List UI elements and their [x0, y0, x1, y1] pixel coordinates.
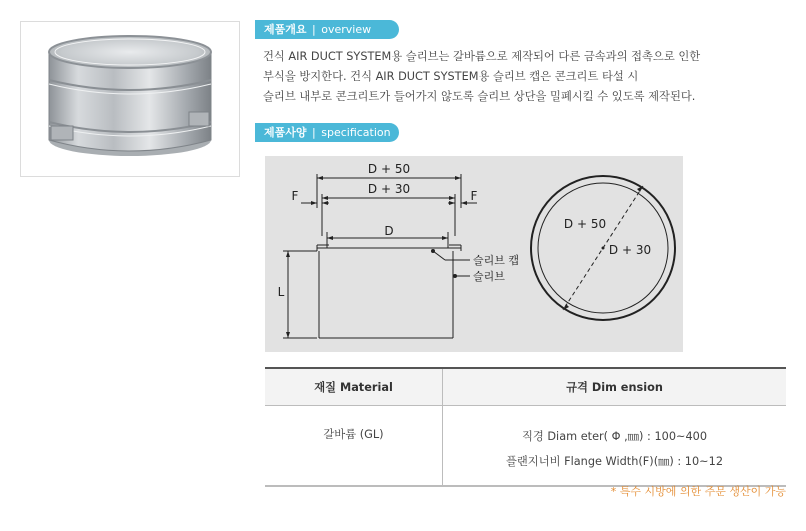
- label-sleeve: 슬리브: [473, 270, 505, 283]
- custom-order-note: * 특수 시방에 의한 주문 생산이 가능: [610, 485, 786, 498]
- dim-d-plus-30: D + 30: [367, 182, 411, 196]
- specification-heading-ko: 제품사양: [264, 126, 307, 139]
- dimension-diameter: 직경 Diam eter( Φ ,㎜) : 100~400: [521, 430, 708, 443]
- sleeve-photo-illustration: [21, 22, 239, 176]
- overview-line: 슬리브 내부로 콘크리트가 들어가지 않도록 슬리브 상단을 밀폐시킬 수 있도록 제작된다.: [263, 90, 696, 103]
- circle-dim-d-plus-30: D + 30: [608, 243, 652, 257]
- header-material: 재질 Material: [265, 368, 443, 406]
- overview-line: 건식 AIR DUCT SYSTEM용 슬리브는 갈바륨으로 제작되어 다른 금속과의 접촉으로 인한: [263, 50, 701, 63]
- spec-table: [265, 367, 786, 487]
- dimension-flange-width: 플랜지너비 Flange Width(F)(㎜) : 10~12: [505, 455, 724, 468]
- table-header-row: [265, 368, 786, 406]
- dim-f-right: F: [470, 189, 478, 203]
- technical-diagram: [265, 156, 683, 352]
- table-row: [265, 406, 786, 487]
- overview-heading: [255, 20, 399, 39]
- product-photo: [20, 21, 240, 177]
- overview-heading-en: overview: [321, 23, 372, 36]
- overview-heading-ko: 제품개요: [264, 23, 307, 36]
- label-sleeve-cap: 슬리브 캡: [473, 254, 520, 267]
- dimension-cell: [443, 406, 787, 487]
- dim-d-plus-50: D + 50: [367, 162, 411, 176]
- dim-f-left: F: [291, 189, 299, 203]
- overview-heading-separator: |: [312, 23, 316, 36]
- material-value: 갈바륨 (GL): [265, 406, 443, 487]
- circle-dim-d-plus-50: D + 50: [563, 217, 607, 231]
- dim-d: D: [384, 224, 394, 238]
- header-dimension: 규격 Dim ension: [443, 368, 787, 406]
- dim-l: L: [277, 285, 285, 299]
- overview-line: 부식을 방지한다. 건식 AIR DUCT SYSTEM용 슬리브 캡은 콘크리트 타설 시: [263, 70, 639, 83]
- specification-heading-en: specification: [321, 126, 391, 139]
- specification-heading: [255, 123, 399, 142]
- diagram-drawing: [265, 156, 683, 352]
- specification-heading-separator: |: [312, 126, 316, 139]
- overview-text: [263, 47, 793, 107]
